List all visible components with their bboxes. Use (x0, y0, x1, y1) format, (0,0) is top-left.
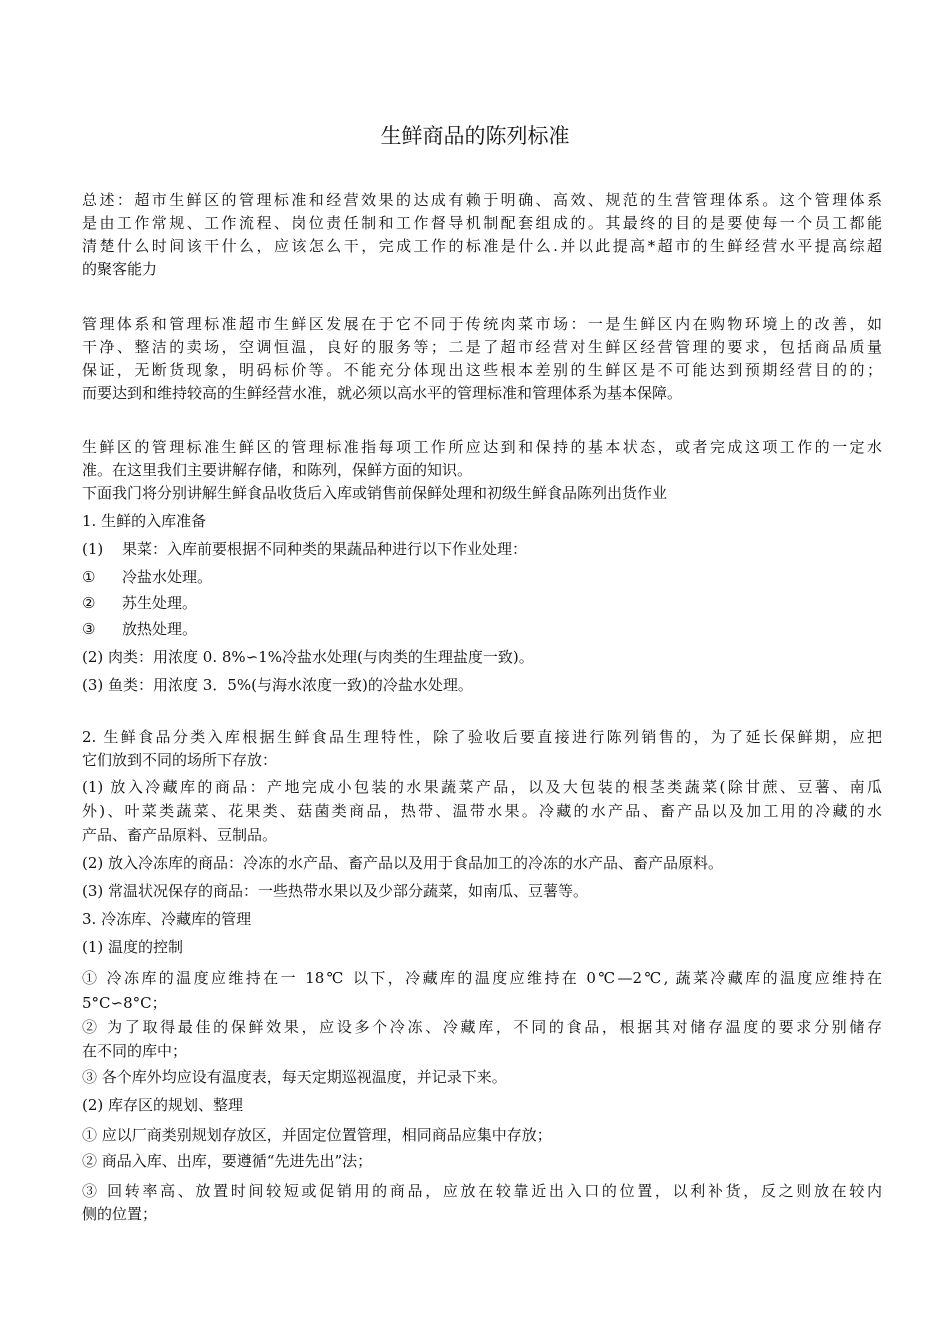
summary-line-4: 的聚客能力 (82, 260, 158, 278)
temperature-rule-3: ③ 各个库外均应设有温度表，每天定期巡视温度，并记录下来。 (82, 1068, 507, 1086)
fish-item: (3) 鱼类：用浓度 3．5%(与海水浓度一致)的冷盐水处理。 (82, 676, 473, 694)
refrigerated-line-1: (1) 放入冷藏库的商品：产地完成小包装的水果蔬菜产品，以及大包装的根茎类蔬菜(除甘蔗、豆薯、南瓜 (82, 778, 882, 796)
section-3-heading: 3. 冷冻库、冷藏库的管理 (82, 910, 252, 928)
refrigerated-line-3: 产品、畜产品原料、豆制品。 (82, 826, 278, 844)
section-2-line-2: 它们放到不同的场所下存放： (82, 751, 278, 769)
heat-release-item (82, 618, 882, 640)
temperature-control-heading: (1) 温度的控制 (82, 938, 184, 956)
storage-rule-1: ① 应以厂商类别规划存放区，并固定位置管理，相同商品应集中存放； (82, 1126, 552, 1144)
summary-line-3: 清楚什么时间该干什么，应该怎么干，完成工作的标准是什么.并以此提高*超市的生鲜经营水平提高综超 (82, 237, 882, 255)
management-line-4: 而要达到和维持较高的生鲜经营水准，就必须以高水平的管理标准和管理体系为基本保障。 (82, 384, 683, 402)
cold-salt-water-text: 冷盐水处理。 (122, 568, 213, 586)
temperature-rule-1-line-1: ① 冷冻库的温度应维持在一 18℃ 以下，冷藏库的温度应维持在 0℃—2℃, 蔬菜冷藏库的温度应维持在 (82, 969, 882, 987)
heat-release-text: 放热处理。 (122, 620, 198, 638)
revive-item (82, 592, 882, 614)
ambient-item: (3) 常温状况保存的商品：一些热带水果以及少部分蔬菜，如南瓜、豆薯等。 (82, 882, 589, 900)
management-line-1: 管理体系和管理标准超市生鲜区发展在于它不同于传统肉菜市场：一是生鲜区内在购物环境上的改善，如 (82, 315, 882, 333)
frozen-item: (2) 放入冷冻库的商品：冷冻的水产品、畜产品以及用于食品加工的冷冻的水产品、畜产品原料。 (82, 854, 724, 872)
intro-line: 下面我门将分别讲解生鲜食品收货后入库或销售前保鲜处理和初级生鲜食品陈列出货作业 (82, 484, 668, 502)
temperature-rule-2-line-2: 在不同的库中； (82, 1042, 188, 1060)
section-2-line-1: 2. 生鲜食品分类入库根据生鲜食品生理特性，除了验收后要直接进行陈列销售的，为了延长保鲜期，应把 (82, 728, 882, 746)
fruit-veg-item (82, 538, 882, 560)
standard-line-2: 准。在这里我们主要讲解存储，和陈列，保鲜方面的知识。 (82, 461, 473, 479)
storage-planning-heading: (2) 库存区的规划、整理 (82, 1096, 244, 1114)
meat-item: (2) 肉类：用浓度 0. 8%∽1%冷盐水处理(与肉类的生理盐度一致)。 (82, 648, 534, 666)
refrigerated-line-2: 外)、叶菜类蔬菜、花果类、菇菌类商品，热带、温带水果。冷藏的水产品、畜产品以及加工用的冷藏的水 (82, 802, 882, 820)
management-line-2: 干净、整洁的卖场，空调恒温，良好的服务等；二是了超市经营对生鲜区经营管理的要求，包括商品质量 (82, 338, 882, 356)
item-marker: (1) (82, 540, 104, 558)
standard-line-1: 生鲜区的管理标准生鲜区的管理标准指每项工作所应达到和保持的基本状态，或者完成这项工作的一定水 (82, 438, 882, 456)
temperature-rule-1-line-2: 5°C∽8°C； (82, 994, 167, 1012)
document-title: 生鲜商品的陈列标准 (380, 124, 570, 148)
summary-line-1: 总述：超市生鲜区的管理标准和经营效果的达成有赖于明确、高效、规范的生营管理体系。这个管理体系 (82, 191, 882, 209)
storage-rule-2: ② 商品入库、出库，要遵循“先进先出”法； (82, 1152, 373, 1170)
item-marker: ③ (82, 620, 96, 638)
cold-salt-water-item (82, 566, 882, 588)
item-marker: ① (82, 568, 96, 586)
storage-rule-3-line-2: 侧的位置； (82, 1205, 158, 1223)
item-marker: ② (82, 594, 96, 612)
revive-text: 苏生处理。 (122, 594, 198, 612)
storage-rule-3-line-1: ③ 回转率高、放置时间较短或促销用的商品，应放在较靠近出入口的位置，以利补货，反之则放在较内 (82, 1182, 882, 1200)
section-1-heading: 1. 生鲜的入库准备 (82, 512, 207, 530)
management-line-3: 保证，无断货现象，明码标价等。不能充分体现出这些根本差别的生鲜区是不可能达到预期经营目的的； (82, 361, 882, 379)
summary-line-2: 是由工作常规、工作流程、岗位责任制和工作督导机制配套组成的。其最终的目的是要使每一个员工都能 (82, 214, 882, 232)
fruit-veg-text: 果菜：入库前要根据不同种类的果蔬品种进行以下作业处理： (122, 540, 528, 558)
temperature-rule-2-line-1: ② 为了取得最佳的保鲜效果，应设多个冷冻、冷藏库，不同的食品，根据其对储存温度的要求分别储存 (82, 1018, 882, 1036)
